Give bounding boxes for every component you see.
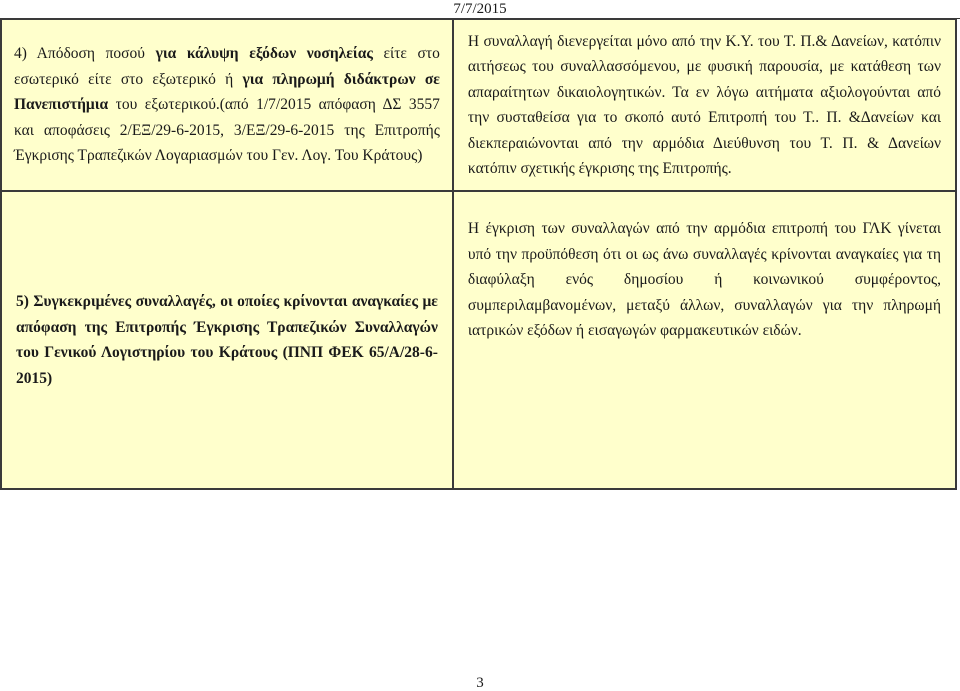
table-row — [1, 191, 956, 489]
item-4-text-part1: 4) Απόδοση ποσού — [14, 45, 156, 63]
item-4-bold-tuition: για πληρωμή διδάκτρων σε Πανεπιστήμια — [14, 70, 440, 114]
table-cell-item-5 — [1, 191, 453, 489]
page-number: 3 — [476, 675, 484, 691]
header-date: 7/7/2015 — [0, 0, 960, 19]
item-5-procedure-text: Η έγκριση των συναλλαγών από την αρμόδια επιτροπή του ΓΛΚ γίνεται υπό την προϋπόθεση ότι οι ως άνω συναλλαγές κρίνονται αναγκαίες για τη διαφύλαξη ενός δημοσίου ή κοινωνικού συμφέροντος, συμπεριλαμβανομένων, μεταξύ άλλων, συναλλαγών για την πληρωμή ιατρικών εξόδων ή εισαγωγών φαρμακευτικών ειδών. — [467, 220, 941, 339]
table-row — [1, 19, 956, 191]
item-4-procedure-text: Η συναλλαγή διενεργείται μόνο από την Κ.Υ. του Τ. Π.& Δανείων, κατόπιν αιτήσεως του συναλλασσόμενου, με φυσική παρουσία, με κατάθεση των απαραίτητων δικαιολογητικών. Τα εν λόγω αιτήματα αξιολογούνται από την συσταθείσα για το σκοπό αυτό Επιτροπή του Τ.. Π. &Δανείων και διεκπεραιώνονται από την αρμόδια Διεύθυνση του Τ. Π. & Δανείων κατόπιν σχετικής έγκρισης της Επιτροπής. — [467, 32, 941, 177]
item-4-text-part5: του εξωτερικού.(από 1/7/2015 απόφαση ΔΣ 3557 και αποφάσεις 2/ΕΞ/29-6-2015, 3/ΕΞ/29-6-2015 της Επιτροπής Έγκρισης Τραπεζικών Λογαριασμών του Γεν. Λογ. Του Κράτους) — [14, 96, 440, 165]
table-cell-item-4 — [1, 19, 453, 191]
info-table — [0, 18, 957, 490]
item-4-text-part3: είτε στο εσωτερικό είτε στο εξωτερικό ή — [14, 45, 440, 88]
item-5-text: 5) Συγκεκριμένες συναλλαγές, οι οποίες κρίνονται αναγκαίες με απόφαση της Επιτροπής Έγκρισης Τραπεζικών Συναλλαγών του Γενικού Λογιστηρίου του Κράτους (ΠΝΠ ΦΕΚ 65/Α/28-6-2015) — [16, 293, 438, 387]
table-cell-item-5-procedure — [453, 191, 956, 489]
item-4-bold-hospital-costs: για κάλυψη εξόδων νοσηλείας — [155, 45, 373, 63]
table-cell-item-4-procedure — [453, 19, 956, 191]
